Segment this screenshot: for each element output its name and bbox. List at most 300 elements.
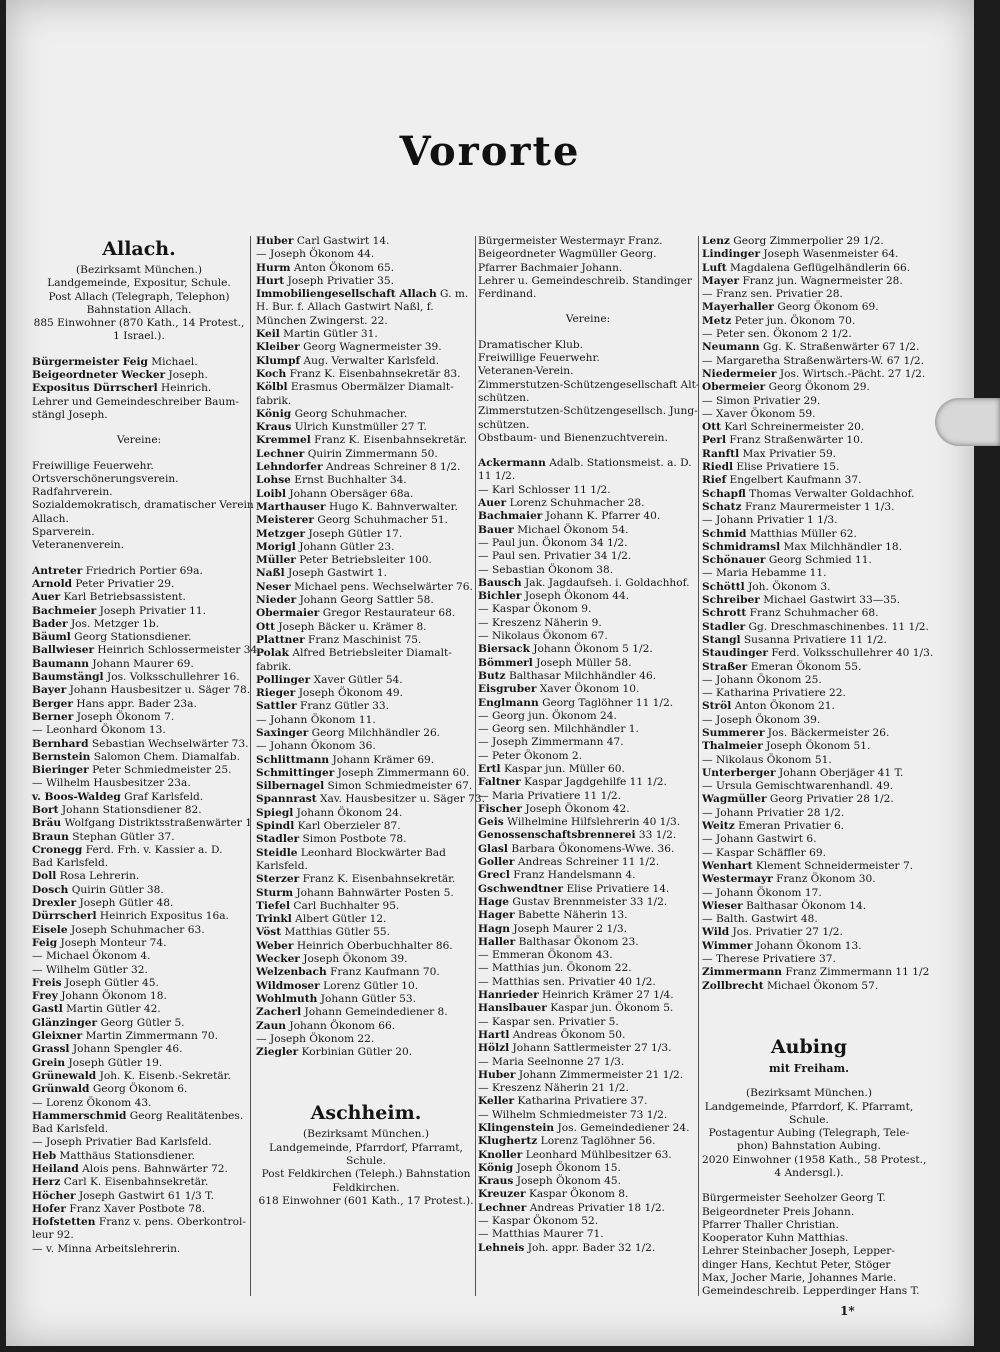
directory-entry [478,497,698,510]
entry-surname: Bachmeier [32,604,97,617]
section-title: Aubing [770,1035,848,1058]
entry-details: Anton Ökonom 21. [734,700,835,713]
entry-details: fabrik. [256,394,292,407]
entry-details: Franz Schuhmacher 68. [749,607,879,620]
entry-surname: Dürrscherl [32,910,97,923]
entry-details: Korbinian Gütler 20. [301,1046,413,1059]
entry-details: Johann Ökonom 24. [296,806,403,819]
directory-entry [478,1215,698,1228]
entry-surname: Grecl [478,869,510,882]
entry-details: Franz Zimmermann 11 1/2 [785,966,930,979]
directory-entry [256,448,476,461]
entry-surname: Expositus Dürrscherl [32,382,158,395]
directory-entry [32,382,246,395]
entry-details: Franz v. pens. Oberkontrol- [98,1216,246,1229]
entry-details: Andreas Privatier 18 1/2. [529,1201,665,1214]
entry-details: — Wilhelm Hausbesitzer 23a. [32,777,191,790]
entry-details: Sozialdemokratisch, dramatischer Verein [32,499,254,512]
directory-entry [256,248,476,261]
entry-surname: Neser [256,580,291,593]
directory-entry [702,474,916,487]
entry-details: Ferd. Volksschullehrer 40 1/3. [771,647,934,660]
column-3 [478,235,698,1255]
directory-entry [478,577,698,590]
entry-surname: Ackermann [478,457,546,470]
entry-surname: Höcher [32,1189,76,1202]
entry-details: Georg Ökonom 69. [777,301,879,314]
directory-entry [256,754,476,767]
directory-entry [702,408,916,421]
entry-surname: Luft [702,261,727,274]
directory-entry [702,235,916,248]
entry-details: — Kaspar Schäffler 69. [702,846,826,859]
directory-entry [32,658,246,671]
entry-details: Emeran Privatier 6. [738,820,845,833]
entry-surname: Auer [478,497,507,510]
directory-entry [478,235,698,248]
entry-surname: Bernstein [32,750,91,763]
entry-details: Balthasar Milchhändler 46. [508,669,657,682]
entry-details: — Wilhelm Gütler 32. [32,963,148,976]
directory-entry [478,670,698,683]
entry-surname: Bayer [32,684,67,697]
entry-details: Heinrich. [161,382,212,395]
entry-details: Carl K. Eisenbahnsekretär. [63,1176,209,1189]
entry-surname: Wagmüller [702,793,767,806]
directory-entry [32,791,246,804]
directory-entry [256,780,476,793]
entry-details: — Kaspar Ökonom 9. [478,603,592,616]
spacer [478,445,698,457]
entry-details: schützen. [478,391,530,404]
directory-entry [256,1006,476,1019]
entry-details: — Ursula Gemischtwarenhandl. 49. [702,780,894,793]
entry-details: Joseph Gütler 48. [79,897,174,910]
entry-details: Joseph Ökonom 7. [76,710,175,723]
directory-entry [478,1002,698,1015]
directory-entry [32,1190,246,1203]
entry-details: — Kreszenz Näherin 9. [478,616,602,629]
directory-entry [702,820,916,833]
directory-entry [478,697,698,710]
section-info-line: 4 Andersgl.). [774,1167,844,1179]
entry-details: Johann Sattlermeister 27 1/3. [512,1042,672,1055]
entry-details: Joh. K. Eisenb.-Sekretär. [99,1069,231,1082]
entry-surname: Steidle [256,846,298,859]
entry-details: Martin Zimmermann 70. [85,1030,219,1043]
spacer [702,1180,916,1192]
entry-surname: Mayerhaller [702,301,775,314]
entry-details: Franz Ökonom 30. [776,873,876,886]
entry-details: Lehrer Steinbacher Joseph, Lepper- [702,1245,895,1258]
entry-details: Peter jun. Ökonom 70. [734,314,856,327]
entry-details: Georg Schuhmacher. [294,407,408,420]
directory-entry [256,661,476,674]
entry-details: — Peter sen. Ökonom 2 1/2. [702,328,852,341]
entry-surname: Gastl [32,1003,63,1016]
directory-entry [256,953,476,966]
directory-entry [702,847,916,860]
column-1 [32,235,261,1256]
entry-details: Kaspar jun. Ökonom 5. [550,1002,674,1015]
entry-details: Michael. [151,355,198,368]
entry-surname: Spiegl [256,806,294,819]
directory-entry [256,621,476,634]
entry-details: Anton Ökonom 65. [293,261,395,274]
entry-details: Johann Zimmermeister 21 1/2. [518,1068,684,1081]
entry-surname: Ziegler [256,1046,299,1059]
entry-details: stängl Joseph. [32,408,108,421]
entry-details: — Maria Seelnonne 27 1/3. [478,1055,625,1068]
directory-entry [478,1095,698,1108]
entry-surname: Schmittinger [256,766,335,779]
directory-entry [478,883,698,896]
entry-details: Freiwillige Feuerwehr. [32,459,154,472]
directory-entry [256,634,476,647]
entry-details: Joseph Privatier 11. [99,604,207,617]
directory-entry [702,367,926,381]
entry-details: Johann Oberjäger 41 T. [779,766,904,779]
entry-surname: Kremmel [256,434,311,447]
entry-details: Matthias Gütler 55. [284,926,391,939]
entry-details: Michael Gastwirt 33—35. [763,594,901,607]
entry-surname: Wimmer [702,939,753,952]
entry-surname: Zollbrecht [702,979,764,992]
entry-surname: Beigeordneter Wecker [32,369,166,382]
directory-entry [32,1030,246,1043]
entry-details: — Kreszenz Näherin 21 1/2. [478,1082,629,1095]
entry-surname: Bernhard [32,737,89,750]
entry-surname: Zimmermann [702,966,782,979]
entry-details: Jak. Jagdaufseh. i. Goldachhof. [525,576,690,589]
directory-entry [702,980,916,993]
directory-entry [702,966,930,979]
entry-surname: Feig [32,936,58,949]
entry-details: — Wilhelm Schmiedmeister 73 1/2. [478,1108,668,1121]
entry-details: Georg Schuhmacher 51. [317,514,449,527]
entry-surname: v. Boos-Waldeg [32,790,121,803]
entry-details: Sparverein. [32,526,95,539]
entry-details: Jos. Gemeindediener 24. [557,1122,690,1134]
entry-details: Franz Maschinist 75. [308,633,422,646]
directory-entry [702,647,934,660]
entry-details: Joseph Monteur 74. [60,936,167,949]
entry-details: Heinrich Schlossermeister 34. [97,644,261,657]
directory-entry [32,751,246,764]
directory-entry [32,671,246,684]
entry-details: Wolfgang Distriktsstraßenwärter 1 [64,817,252,830]
section-info-line: Landgemeinde, Expositur, Schule. [47,277,231,290]
directory-entry [478,1135,698,1148]
entry-details: Aug. Verwalter Karlsfeld. [303,354,440,367]
spacer [32,422,246,434]
entry-details: Karlsfeld. [256,859,308,872]
directory-entry [478,683,698,696]
entry-details: Zimmerstutzen-Schützengesellsch. Jung- [478,405,698,418]
section-info-line: 885 Einwohner (870 Kath., 14 Protest., [33,317,245,330]
entry-details: Bürgermeister Seeholzer Georg T. [702,1192,886,1205]
entry-surname: Zacherl [256,1006,302,1019]
directory-entry [32,473,246,486]
directory-entry [32,1123,246,1136]
directory-entry [256,926,476,939]
entry-surname: Hanslbauer [478,1002,547,1015]
entry-surname: Eisele [32,923,68,936]
entry-details: — Xaver Ökonom 59. [702,407,816,420]
directory-entry [32,631,246,644]
directory-entry [702,594,916,607]
entry-surname: Eisgruber [478,683,537,696]
directory-entry [32,513,246,526]
directory-entry [702,714,916,727]
entry-details: Quirin Zimmermann 50. [307,447,438,460]
directory-entry [702,315,916,328]
directory-entry [32,1229,246,1242]
entry-surname: Gschwendtner [478,882,564,895]
directory-entry [702,581,916,594]
entry-details: — Franz sen. Privatier 28. [702,288,843,301]
entry-details: Johann K. Pfarrer 40. [545,510,661,523]
entry-details: — Matthias sen. Privatier 40 1/2. [478,975,656,988]
directory-entry [32,396,246,409]
entry-surname: Weitz [702,820,735,833]
entry-details: Johann Georg Sattler 58. [299,594,434,607]
entry-details: Bad Karlsfeld. [32,1123,109,1136]
entry-details: Michael pens. Wechselwärter 76. [294,580,473,593]
entry-details: Susanna Privatiere 11 1/2. [743,633,887,646]
entry-surname: Wild [702,926,730,939]
entry-surname: Ranftl [702,447,740,460]
directory-entry [256,873,476,886]
entry-details: — Johann Ökonom 36. [256,740,376,753]
directory-entry [478,657,698,670]
entry-surname: Goller [478,856,515,869]
entry-details: Franz K. Eisenbahnsekretär. [302,873,456,886]
directory-entry [478,524,698,537]
entry-details: Joseph Schuhmacher 63. [70,923,205,936]
directory-entry [32,1136,246,1149]
directory-entry [256,434,476,447]
section-info-line: phon) Bahnstation Aubing. [737,1140,881,1153]
entry-details: Georg Stationsdiener. [74,631,192,644]
entry-details: Johann Obersäger 68a. [289,487,414,500]
entry-surname: Herz [32,1176,61,1189]
directory-entry [702,887,916,900]
section-info-line: Postagentur Aubing (Telegraph, Tele- [708,1127,910,1140]
section-info-line: (Bezirksamt München.) [303,1128,429,1141]
directory-entry [478,419,698,432]
entry-surname: Wecker [256,953,300,966]
entry-details: Max Privatier 59. [742,447,837,460]
entry-surname: Meisterer [256,514,314,527]
entry-surname: Naßl [256,567,285,580]
entry-details: Joh. Ökonom 3. [748,580,831,593]
entry-surname: Heb [32,1149,57,1162]
page-title: Vororte [399,128,581,175]
entry-details: fabrik. [256,660,292,673]
entry-surname: Grein [32,1056,66,1069]
entry-details: Zimmerstutzen-Schützengesellschaft Alt- [478,378,700,391]
entry-surname: Berner [32,710,74,723]
section-info-line: Landgemeinde, Pfarrdorf, Pfarramt, [269,1141,463,1154]
section-info-line: 618 Einwohner (601 Kath., 17 Protest.). [258,1194,474,1207]
entry-surname: Schmid [702,527,747,540]
entry-surname: Hartl [478,1028,510,1041]
directory-entry [256,700,476,713]
directory-entry [478,843,698,856]
directory-entry [478,1242,698,1255]
entry-surname: Drexler [32,897,77,910]
directory-entry [702,674,916,687]
page-tab-marker [935,398,1000,446]
directory-entry [478,262,698,275]
entry-details: Georg Gütler 5. [100,1016,185,1029]
directory-entry [256,674,476,687]
directory-entry [478,1069,698,1082]
directory-entry [32,817,252,830]
entry-details: Balthasar Ökonom 23. [518,935,639,948]
entry-details: Joseph Ökonom 39. [303,953,408,966]
directory-entry [702,501,916,514]
entry-details: Bürgermeister Westermayr Franz. [478,235,663,247]
entry-surname: Huber [478,1068,516,1081]
section-info-line: Schule. [346,1155,386,1167]
entry-details: Allach. [32,512,69,525]
directory-entry [256,740,476,753]
directory-entry [478,829,698,842]
entry-surname: Loibl [256,487,286,500]
entry-details: Karl Betriebsassistent. [63,591,186,604]
entry-details: Franz K. Eisenbahnsekretär 83. [289,367,461,380]
entry-surname: Englmann [478,696,539,709]
section-info-line: (Bezirksamt München.) [76,264,202,276]
directory-entry [478,1175,698,1188]
directory-entry [478,976,698,989]
directory-entry [32,1216,246,1229]
directory-entry [702,953,916,966]
directory-entry [702,301,916,314]
directory-entry [702,554,916,567]
entry-details: Ernst Buchhalter 34. [294,474,407,487]
directory-entry [478,776,698,789]
entry-surname: Bachmaier [478,510,543,523]
entry-surname: Rief [702,474,727,487]
entry-surname: Lehndorfer [256,461,323,474]
entry-surname: Biersack [478,643,530,656]
entry-surname: Hager [478,909,515,922]
entry-surname: Antreter [32,564,83,577]
entry-details: Karl Oberzieler 87. [297,820,401,833]
directory-entry [478,1149,698,1162]
directory-entry [256,395,476,408]
entry-surname: Bausch [478,576,522,589]
spacer [478,301,698,313]
entry-surname: Polak [256,647,289,660]
directory-entry [702,754,916,767]
directory-entry [256,501,476,514]
entry-surname: Schönauer [702,554,766,567]
entry-details: — Johann Ökonom 17. [702,886,822,899]
entry-details: Ferdinand. [478,288,537,301]
entry-surname: Klumpf [256,354,301,367]
directory-entry [32,1083,246,1096]
directory-entry [478,869,698,882]
entry-surname: Hölzl [478,1042,510,1055]
directory-entry [256,847,476,860]
directory-entry [702,341,920,354]
column-divider [698,236,699,1296]
entry-details: — Johann Privatier 28 1/2. [702,806,845,819]
entry-details: dinger Hans, Kechtut Peter, Stöger [702,1258,891,1271]
section-title: Aschheim. [310,1102,422,1125]
directory-entry [702,434,916,447]
directory-entry [478,1029,698,1042]
entry-surname: Bäuml [32,631,71,644]
entry-details: Hugo K. Bahnverwalter. [329,500,458,513]
directory-entry [256,235,476,248]
directory-entry [702,528,916,541]
section-info-line: Landgemeinde, Pfarrdorf, K. Pfarramt, [704,1100,914,1113]
directory-entry [702,1285,920,1298]
entry-details: Klement Schneidermeister 7. [755,859,914,872]
entry-details: — Michael Ökonom 4. [32,950,151,963]
entry-details: Johann Ökonom 13. [755,939,862,952]
directory-entry [702,541,916,554]
column-4 [702,235,934,1299]
directory-entry [32,1176,246,1189]
entry-surname: Zaun [256,1019,287,1032]
entry-surname: Freis [32,976,62,989]
entry-surname: Hofstetten [32,1216,96,1229]
entry-details: Pfarrer Bachmaier Johann. [478,261,623,274]
entry-details: Georg Zimmerpolier 29 1/2. [733,235,884,247]
entry-details: Katharina Privatiere 37. [517,1095,648,1108]
entry-surname: Perl [702,434,727,447]
entry-details: Lorenz Schuhmacher 28. [509,497,645,510]
entry-surname: Schapfl [702,487,746,500]
directory-entry [32,1150,246,1163]
entry-details: Lorenz Taglöhner 56. [540,1135,656,1148]
entry-details: — Margaretha Straßenwärters-W. 67 1/2. [702,354,924,367]
directory-entry [702,727,916,740]
entry-details: Carl Buchhalter 95. [293,899,400,912]
entry-surname: Ertl [478,762,501,775]
entry-details: Max Milchhändler 18. [783,540,903,553]
directory-entry [32,1163,246,1176]
entry-details: Magdalena Geflügelhändlerin 66. [729,261,911,274]
entry-surname: Haller [478,935,516,948]
entry-surname: Genossenschaftsbrennerei [478,829,636,842]
entry-surname: Grünewald [32,1069,97,1082]
spacer [32,448,246,460]
entry-surname: Braun [32,830,69,843]
entry-details: Georg Privatier 28 1/2. [769,793,894,806]
directory-entry [32,737,249,751]
directory-entry [478,790,698,803]
entry-details: München Zwingerst. 22. [256,314,388,327]
entry-surname: Saxinger [256,726,309,739]
entry-details: Andreas Ökonom 50. [512,1028,626,1041]
directory-entry [478,1082,698,1095]
directory-entry [478,710,698,723]
entry-details: Jos. Wirtsch.-Pächt. 27 1/2. [779,367,926,380]
entry-surname: Hage [478,895,510,908]
entry-details: Johann Hausbesitzer u. Säger 78. [69,684,251,697]
entry-surname: Gleixner [32,1030,83,1043]
directory-entry [256,488,476,501]
entry-surname: Baumann [32,657,89,670]
directory-entry [478,1056,698,1069]
